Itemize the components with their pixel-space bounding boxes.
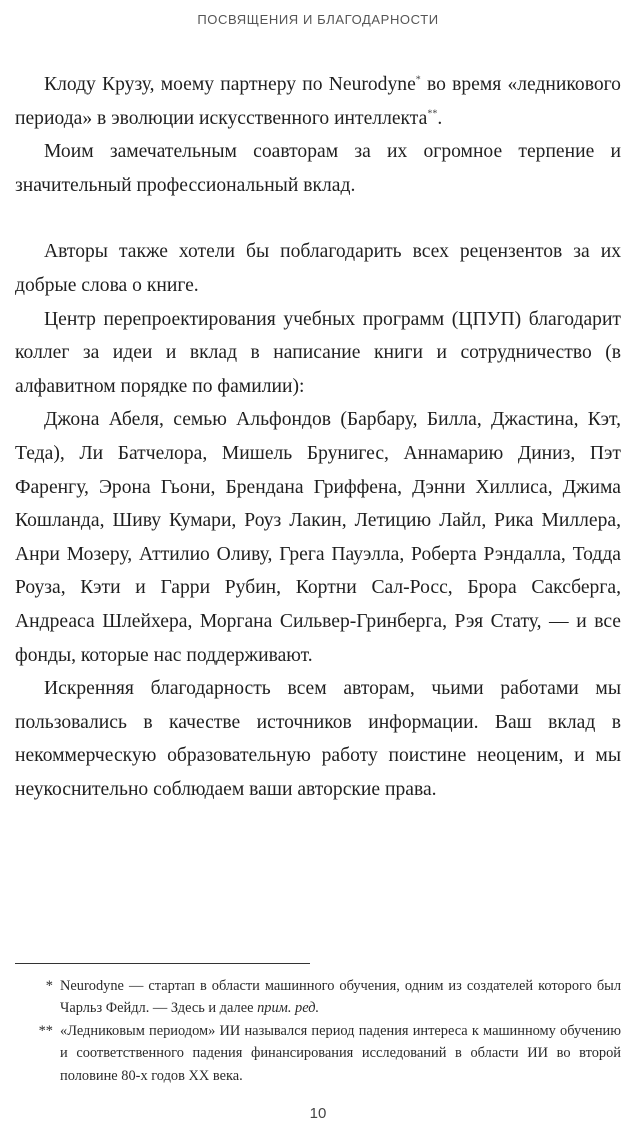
paragraph-cpup: Центр перепроектирования учебных программ (ЦПУП) благодарит коллег за идеи и вклад в написание книги и сотрудничество (в алфавитном порядке по фамилии): (15, 308, 621, 397)
footnote-1 (15, 975, 621, 1020)
page-number: 10 (309, 1105, 327, 1122)
main-text (15, 68, 621, 806)
footnote-1-text: Neurodyne — стартап в области машинного обучения, одним из создателей которого был Чарльз Фейдл. — Здесь и далее (60, 978, 621, 1017)
footnote-1-mark: * (45, 978, 53, 994)
paragraph-dedication-cruz (15, 68, 621, 135)
footnote-divider (15, 963, 310, 964)
paragraph-coauthors: Моим замечательным соавторам за их огромное терпение и значительный профессиональный вклад. (15, 141, 621, 196)
footnote-ref-2[interactable]: ** (427, 108, 438, 120)
footnote-1-emphasis: прим. ред. (257, 1000, 320, 1017)
footnote-2-text: «Ледниковым периодом» ИИ назывался период падения интереса к машинному обучению и соответственного падения финансирования исследований в области ИИ во второй половине 80-х годов XX века. (60, 1022, 621, 1084)
dedication-text-part1: Клоду Крузу, моему партнеру по Neurodyne (44, 74, 416, 95)
paragraph-reviewers: Авторы также хотели бы поблагодарить всех рецензентов за их добрые слова о книге. (15, 241, 621, 296)
dedication-text-part3: . (437, 107, 443, 129)
paragraph-names-list: Джона Абеля, семью Альфондов (Барбару, Билла, Джастина, Кэт, Теда), Ли Батчелора, Мишель Брунигес, Аннамарию Диниз, Пэт Фаренгу, Эрона Гьони, Брендана Гриффена, Дэнни Хиллиса, Джима Кошланда, Шиву Кумари, Роуз Лакин, Летицию Лайл, Рика Миллера, Анри Мозеру, Аттилио Оливу, Грега Пауэлла, Роберта Рэндалла, Тодда Роуза, Кэти и Гарри Рубин, Кортни Сал-Росс, Брора Саксберга, Андреаса Шлейхера, Моргана Сильвер-Гринберга, Рэя Стату, — и все фонды, которые нас поддерживают. (15, 409, 621, 666)
footnote-2 (15, 1020, 621, 1087)
dedication-text-part2: во время «ледникового периода» в эволюции искусственного интеллекта (15, 74, 621, 129)
footnote-2-mark: ** (38, 1022, 53, 1039)
footnotes (15, 975, 621, 1087)
footnote-ref-1[interactable]: * (415, 74, 421, 86)
paragraph-sources: Искренняя благодарность всем авторам, чьими работами мы пользовались в качестве источников информации. Ваш вклад в некоммерческую образовательную работу поистине неоценим, и мы неукоснительно соблюдаем ваши авторские права. (15, 678, 621, 800)
running-header: ПОСВЯЩЕНИЯ И БЛАГОДАРНОСТИ (197, 12, 439, 27)
